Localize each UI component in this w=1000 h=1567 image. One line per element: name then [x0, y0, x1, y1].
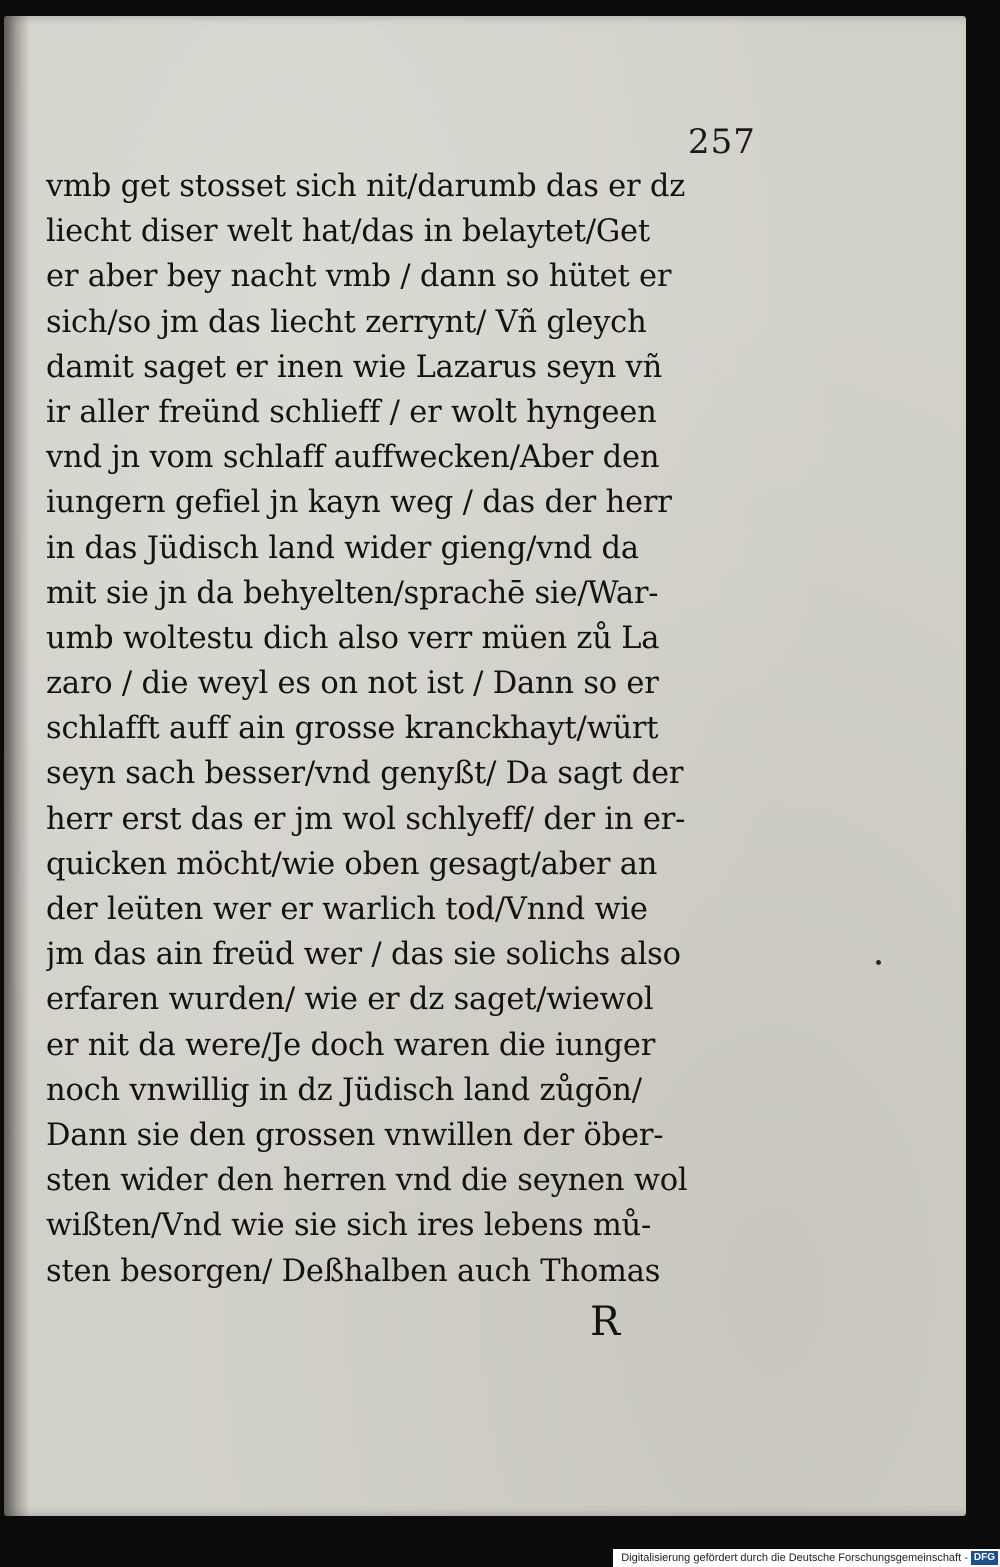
- text-line: vmb get stosset sich nit/darumb das er dz: [46, 169, 686, 204]
- text-line: vnd jn vom schlaff auffwecken/Aber den: [46, 440, 660, 476]
- text-line: iungern gefiel jn kayn weg / das der herr: [46, 485, 672, 521]
- text-line: wißten/Vnd wie sie sich ires lebens mů-: [46, 1208, 652, 1244]
- text-line: quicken möcht/wie oben gesagt/aber an: [46, 846, 658, 882]
- text-line: seyn sach besser/vnd genyßt/ Da sagt der: [46, 756, 684, 792]
- text-line: liecht diser welt hat/das in belaytet/Get: [46, 214, 650, 250]
- text-line: damit saget er inen wie Lazarus seyn vñ: [46, 349, 663, 385]
- text-line: erfaren wurden/ wie er dz saget/wiewol: [46, 982, 654, 1018]
- text-line: sten wider den herren vnd die seynen wol: [46, 1163, 688, 1199]
- text-line: noch vnwillig in dz Jüdisch land zůgōn/: [46, 1072, 642, 1108]
- catchword: R: [590, 1299, 621, 1345]
- dfg-logo: DFG: [971, 1551, 998, 1565]
- text-line: ir aller freünd schlieff / er wolt hyngeen: [46, 394, 657, 430]
- book-page: [4, 16, 966, 1516]
- text-line: er aber bey nacht vmb / dann so hütet er: [46, 259, 672, 295]
- text-line: sten besorgen/ Deßhalben auch Thomas: [46, 1253, 661, 1289]
- text-line: umb woltestu dich also verr müen zů La: [46, 620, 660, 656]
- text-block: [46, 164, 786, 1294]
- digitization-footer: [613, 1549, 1000, 1567]
- text-line: er nit da were/Je doch waren die iunger: [46, 1027, 656, 1063]
- text-line: schlafft auff ain grosse kranckhayt/würt: [46, 711, 659, 747]
- text-line: herr erst das er jm wol schlyeff/ der in er-: [46, 801, 686, 837]
- folio-number: 257: [688, 122, 756, 162]
- text-line: sich/so jm das liecht zerrynt/ Vñ gleych: [46, 304, 647, 340]
- funding-credit: Digitalisierung gefördert durch die Deutsche Forschungsgemeinschaft -: [621, 1552, 968, 1564]
- text-line: jm das ain freüd wer / das sie solichs also: [46, 937, 681, 973]
- page-gutter-shadow: [4, 16, 30, 1516]
- text-line: mit sie jn da behyelten/sprachē sie/War-: [46, 575, 659, 611]
- paper-speck: [876, 960, 881, 965]
- text-line: zaro / die weyl es on not ist / Dann so er: [46, 666, 659, 702]
- text-line: Dann sie den grossen vnwillen der öber-: [46, 1117, 664, 1153]
- text-line: der leüten wer er warlich tod/Vnnd wie: [46, 892, 648, 927]
- text-line: in das Jüdisch land wider gieng/vnd da: [46, 530, 639, 566]
